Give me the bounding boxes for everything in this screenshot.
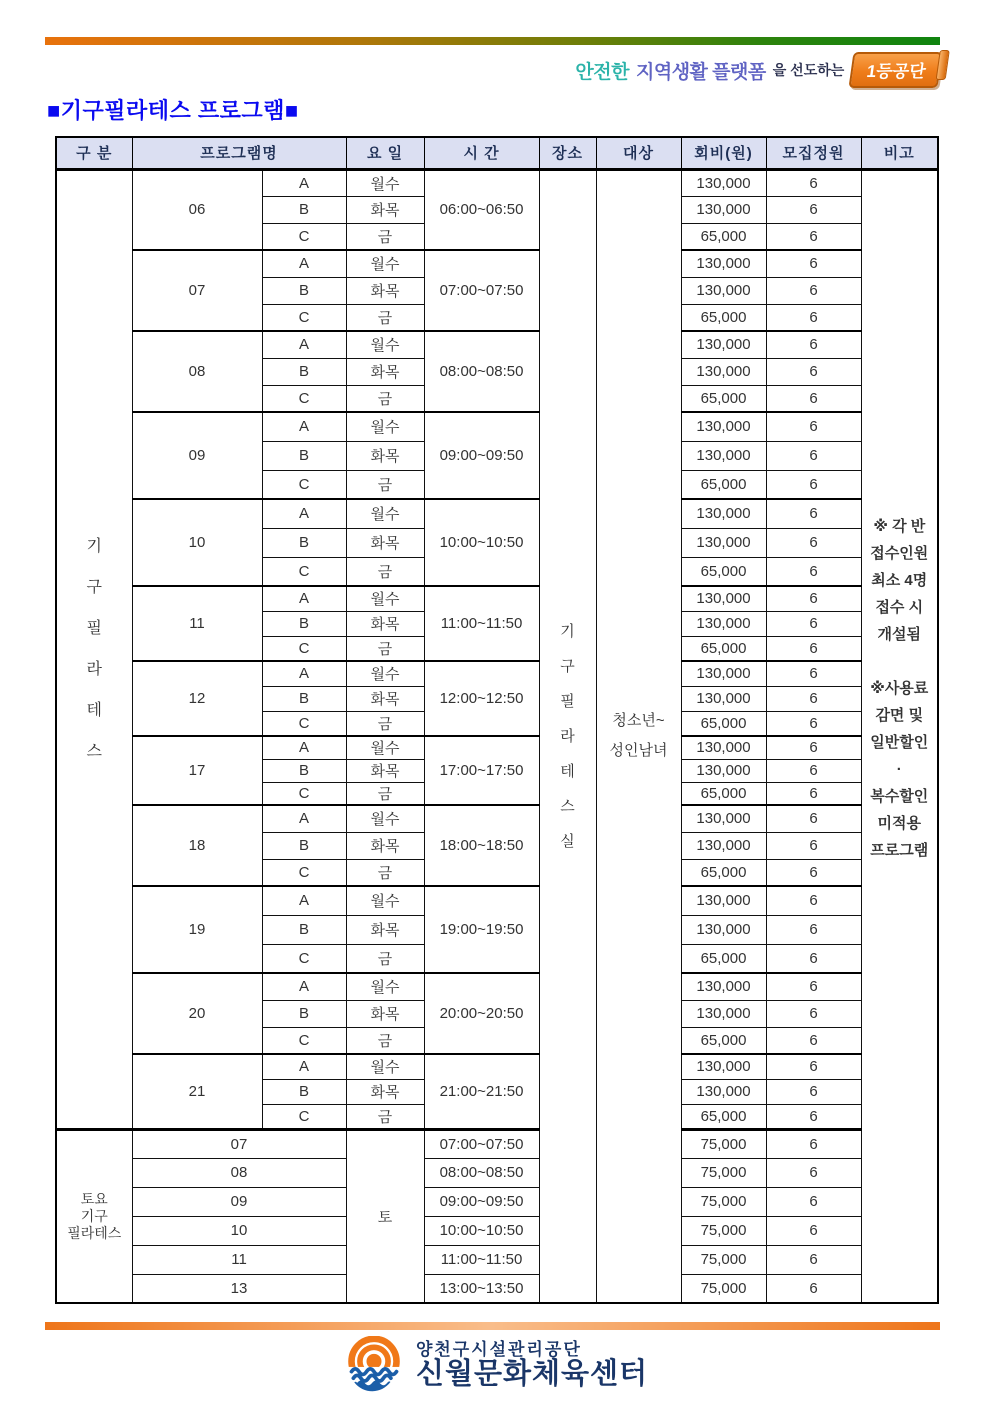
- table-row: [56, 331, 938, 358]
- time-cell: 19:00~19:50: [424, 886, 539, 973]
- table-row: [56, 250, 938, 277]
- program-name: 09: [132, 1187, 346, 1216]
- table-row: [56, 1158, 938, 1187]
- top-gradient-bar: [45, 37, 940, 45]
- class-days: 화목: [346, 1079, 424, 1104]
- program-name: 20: [132, 973, 262, 1054]
- time-cell: 11:00~11:50: [424, 586, 539, 661]
- class-days: 월수: [346, 661, 424, 686]
- capacity-cell: 6: [766, 1079, 861, 1104]
- table-row: [56, 1216, 938, 1245]
- slogan: [575, 54, 940, 86]
- program-name: 08: [132, 1158, 346, 1187]
- time-cell: 08:00~08:50: [424, 1158, 539, 1187]
- class-label: B: [262, 1079, 346, 1104]
- capacity-cell: 6: [766, 1158, 861, 1187]
- time-cell: 07:00~07:50: [424, 250, 539, 331]
- header-fee: 회비(원): [681, 137, 766, 169]
- fee-cell: 65,000: [681, 944, 766, 973]
- program-name: 18: [132, 805, 262, 886]
- program-name: 10: [132, 1216, 346, 1245]
- class-days: 화목: [346, 1000, 424, 1027]
- note-cell: [861, 169, 938, 1303]
- time-cell: 10:00~10:50: [424, 499, 539, 586]
- fee-cell: 130,000: [681, 832, 766, 859]
- category-weekday-lines: 기 구 필 라 테 스: [86, 538, 102, 760]
- fee-cell: 130,000: [681, 736, 766, 759]
- capacity-cell: 6: [766, 832, 861, 859]
- fee-cell: 130,000: [681, 805, 766, 832]
- target-cell: [596, 169, 681, 1303]
- header-program: 프로그램명: [132, 137, 346, 169]
- header-note: 비고: [861, 137, 938, 169]
- header-day: 요 일: [346, 137, 424, 169]
- table-row: [56, 169, 938, 196]
- class-label: C: [262, 470, 346, 499]
- fee-cell: 130,000: [681, 528, 766, 557]
- fee-cell: 130,000: [681, 1000, 766, 1027]
- fee-cell: 65,000: [681, 557, 766, 586]
- capacity-cell: 6: [766, 805, 861, 832]
- time-cell: 20:00~20:50: [424, 973, 539, 1054]
- time-cell: 12:00~12:50: [424, 661, 539, 736]
- class-label: B: [262, 759, 346, 782]
- time-cell: 13:00~13:50: [424, 1274, 539, 1303]
- program-name: 12: [132, 661, 262, 736]
- fee-cell: 130,000: [681, 661, 766, 686]
- class-days: 화목: [346, 528, 424, 557]
- fee-cell: 130,000: [681, 586, 766, 611]
- first-rank-badge: [849, 52, 943, 88]
- fee-cell: 65,000: [681, 636, 766, 661]
- class-days: 화목: [346, 915, 424, 944]
- sun-wave-logo-icon: [344, 1336, 404, 1396]
- target-cell-lines: 청소년~ 성인남녀: [609, 712, 668, 760]
- table-row: [56, 586, 938, 611]
- class-days: 화목: [346, 441, 424, 470]
- capacity-cell: 6: [766, 686, 861, 711]
- class-label: B: [262, 915, 346, 944]
- program-name: 11: [132, 1245, 346, 1274]
- class-label: C: [262, 944, 346, 973]
- capacity-cell: 6: [766, 412, 861, 441]
- class-days: 금: [346, 223, 424, 250]
- program-name: 07: [132, 1129, 346, 1158]
- class-label: C: [262, 304, 346, 331]
- capacity-cell: 6: [766, 1216, 861, 1245]
- class-label: A: [262, 499, 346, 528]
- schedule-table-body: [56, 169, 938, 1303]
- fee-cell: 130,000: [681, 441, 766, 470]
- capacity-cell: 6: [766, 1129, 861, 1158]
- capacity-cell: 6: [766, 1274, 861, 1303]
- class-days: 화목: [346, 611, 424, 636]
- class-days: 화목: [346, 196, 424, 223]
- time-cell: 06:00~06:50: [424, 169, 539, 250]
- program-name: 17: [132, 736, 262, 805]
- capacity-cell: 6: [766, 636, 861, 661]
- class-label: C: [262, 1104, 346, 1129]
- fee-cell: 130,000: [681, 412, 766, 441]
- schedule-table-wrap: [55, 136, 939, 1304]
- capacity-cell: 6: [766, 441, 861, 470]
- capacity-cell: 6: [766, 528, 861, 557]
- table-row: [56, 1129, 938, 1158]
- category-saturday: [56, 1129, 132, 1303]
- class-days: 금: [346, 859, 424, 886]
- fee-cell: 130,000: [681, 331, 766, 358]
- program-name: 10: [132, 499, 262, 586]
- class-days: 금: [346, 711, 424, 736]
- class-label: A: [262, 886, 346, 915]
- table-row: [56, 1274, 938, 1303]
- class-label: B: [262, 1000, 346, 1027]
- capacity-cell: 6: [766, 886, 861, 915]
- footer-center-name: 신월문화체육센터: [415, 1358, 649, 1391]
- program-name: 06: [132, 169, 262, 250]
- capacity-cell: 6: [766, 859, 861, 886]
- class-label: B: [262, 528, 346, 557]
- class-days: 월수: [346, 412, 424, 441]
- class-label: B: [262, 832, 346, 859]
- table-row: [56, 661, 938, 686]
- footer-gradient-bar: [45, 1322, 940, 1330]
- capacity-cell: 6: [766, 1054, 861, 1079]
- class-label: A: [262, 250, 346, 277]
- class-days: 월수: [346, 736, 424, 759]
- capacity-cell: 6: [766, 1187, 861, 1216]
- capacity-cell: 6: [766, 586, 861, 611]
- slogan-part-navy: 을 선도하는: [772, 62, 845, 78]
- class-days: 금: [346, 944, 424, 973]
- slogan-part-teal: 안전한: [575, 61, 629, 83]
- time-cell: 09:00~09:50: [424, 1187, 539, 1216]
- capacity-cell: 6: [766, 782, 861, 805]
- fee-cell: 130,000: [681, 1079, 766, 1104]
- place-cell-lines: 기 구 필 라 테 스 실: [560, 622, 575, 850]
- fee-cell: 65,000: [681, 782, 766, 805]
- class-days: 월수: [346, 169, 424, 196]
- capacity-cell: 6: [766, 661, 861, 686]
- capacity-cell: 6: [766, 499, 861, 528]
- class-label: C: [262, 636, 346, 661]
- time-cell: 11:00~11:50: [424, 1245, 539, 1274]
- class-days: 월수: [346, 586, 424, 611]
- table-row: [56, 886, 938, 915]
- time-cell: 07:00~07:50: [424, 1129, 539, 1158]
- class-days: 금: [346, 304, 424, 331]
- class-label: A: [262, 1054, 346, 1079]
- place-cell: [539, 169, 596, 1303]
- capacity-cell: 6: [766, 915, 861, 944]
- fee-cell: 130,000: [681, 686, 766, 711]
- fee-cell: 130,000: [681, 759, 766, 782]
- class-label: A: [262, 331, 346, 358]
- fee-cell: 130,000: [681, 277, 766, 304]
- fee-cell: 75,000: [681, 1158, 766, 1187]
- fee-cell: 130,000: [681, 886, 766, 915]
- capacity-cell: 6: [766, 1245, 861, 1274]
- capacity-cell: 6: [766, 304, 861, 331]
- fee-cell: 130,000: [681, 196, 766, 223]
- program-name: 21: [132, 1054, 262, 1129]
- schedule-table: [55, 136, 939, 1304]
- fee-cell: 65,000: [681, 859, 766, 886]
- header-target: 대상: [596, 137, 681, 169]
- fee-cell: 130,000: [681, 1054, 766, 1079]
- program-name: 09: [132, 412, 262, 499]
- header-row: [56, 137, 938, 169]
- capacity-cell: 6: [766, 385, 861, 412]
- class-days: 화목: [346, 832, 424, 859]
- table-row: [56, 805, 938, 832]
- class-days: 월수: [346, 1054, 424, 1079]
- fee-cell: 75,000: [681, 1245, 766, 1274]
- fee-cell: 130,000: [681, 499, 766, 528]
- footer-logo: [0, 1336, 992, 1396]
- class-days: 월수: [346, 886, 424, 915]
- fee-cell: 65,000: [681, 1027, 766, 1054]
- fee-cell: 65,000: [681, 385, 766, 412]
- class-label: B: [262, 196, 346, 223]
- class-days: 월수: [346, 250, 424, 277]
- day-saturday: 토: [346, 1129, 424, 1303]
- class-label: C: [262, 1027, 346, 1054]
- capacity-cell: 6: [766, 223, 861, 250]
- capacity-cell: 6: [766, 470, 861, 499]
- table-row: [56, 1187, 938, 1216]
- table-row: [56, 973, 938, 1000]
- table-row: [56, 1245, 938, 1274]
- class-days: 금: [346, 1027, 424, 1054]
- class-label: C: [262, 711, 346, 736]
- program-name: 19: [132, 886, 262, 973]
- class-days: 화목: [346, 759, 424, 782]
- program-name: 13: [132, 1274, 346, 1303]
- fee-cell: 130,000: [681, 358, 766, 385]
- time-cell: 09:00~09:50: [424, 412, 539, 499]
- capacity-cell: 6: [766, 711, 861, 736]
- time-cell: 08:00~08:50: [424, 331, 539, 412]
- class-days: 금: [346, 636, 424, 661]
- capacity-cell: 6: [766, 277, 861, 304]
- fee-cell: 75,000: [681, 1187, 766, 1216]
- class-label: A: [262, 412, 346, 441]
- time-cell: 21:00~21:50: [424, 1054, 539, 1129]
- badge-curl-icon: [936, 50, 950, 80]
- class-label: B: [262, 611, 346, 636]
- time-cell: 10:00~10:50: [424, 1216, 539, 1245]
- capacity-cell: 6: [766, 736, 861, 759]
- class-label: C: [262, 223, 346, 250]
- header-capacity: 모집정원: [766, 137, 861, 169]
- fee-cell: 130,000: [681, 169, 766, 196]
- capacity-cell: 6: [766, 196, 861, 223]
- table-header: [56, 137, 938, 169]
- fee-cell: 65,000: [681, 223, 766, 250]
- fee-cell: 65,000: [681, 711, 766, 736]
- fee-cell: 130,000: [681, 250, 766, 277]
- class-days: 금: [346, 557, 424, 586]
- footer-org-name: 양천구시설관리공단: [415, 1339, 582, 1359]
- fee-cell: 130,000: [681, 973, 766, 1000]
- class-label: C: [262, 385, 346, 412]
- class-label: A: [262, 661, 346, 686]
- fee-cell: 65,000: [681, 1104, 766, 1129]
- class-label: B: [262, 441, 346, 470]
- class-days: 월수: [346, 331, 424, 358]
- capacity-cell: 6: [766, 169, 861, 196]
- capacity-cell: 6: [766, 1027, 861, 1054]
- capacity-cell: 6: [766, 973, 861, 1000]
- class-days: 화목: [346, 686, 424, 711]
- table-row: [56, 1054, 938, 1079]
- fee-cell: 65,000: [681, 470, 766, 499]
- class-days: 금: [346, 1104, 424, 1129]
- class-label: A: [262, 169, 346, 196]
- capacity-cell: 6: [766, 358, 861, 385]
- class-label: A: [262, 805, 346, 832]
- capacity-cell: 6: [766, 1000, 861, 1027]
- time-cell: 18:00~18:50: [424, 805, 539, 886]
- capacity-cell: 6: [766, 944, 861, 973]
- time-cell: 17:00~17:50: [424, 736, 539, 805]
- table-row: [56, 412, 938, 441]
- class-days: 금: [346, 782, 424, 805]
- capacity-cell: 6: [766, 557, 861, 586]
- program-name: 07: [132, 250, 262, 331]
- class-label: C: [262, 782, 346, 805]
- capacity-cell: 6: [766, 1104, 861, 1129]
- class-label: C: [262, 557, 346, 586]
- class-label: A: [262, 973, 346, 1000]
- class-days: 금: [346, 470, 424, 499]
- category-saturday-lines: 토요 기구 필라테스: [67, 1190, 122, 1241]
- class-days: 화목: [346, 358, 424, 385]
- table-row: [56, 499, 938, 528]
- class-label: B: [262, 358, 346, 385]
- note-cell-lines: ※ 각 반 접수인원 최소 4명 접수 시 개설됨 ※사용료 감면 및 일반할인 · 복수할인 미적용 프로그램: [870, 517, 929, 859]
- class-label: A: [262, 586, 346, 611]
- program-name: 11: [132, 586, 262, 661]
- fee-cell: 75,000: [681, 1129, 766, 1158]
- fee-cell: 75,000: [681, 1216, 766, 1245]
- slogan-part-purple: 지역생활 플랫폼: [635, 61, 766, 83]
- badge-label: 1등공단: [865, 62, 928, 81]
- fee-cell: 130,000: [681, 915, 766, 944]
- class-days: 금: [346, 385, 424, 412]
- capacity-cell: 6: [766, 250, 861, 277]
- capacity-cell: 6: [766, 331, 861, 358]
- category-weekday: [56, 169, 132, 1129]
- table-row: [56, 736, 938, 759]
- header-place: 장소: [539, 137, 596, 169]
- class-days: 화목: [346, 277, 424, 304]
- footer-logo-text: [416, 1341, 648, 1392]
- fee-cell: 130,000: [681, 611, 766, 636]
- fee-cell: 65,000: [681, 304, 766, 331]
- header-time: 시 간: [424, 137, 539, 169]
- program-name: 08: [132, 331, 262, 412]
- class-label: A: [262, 736, 346, 759]
- page-title: ■기구필라테스 프로그램■: [47, 98, 299, 123]
- class-label: C: [262, 859, 346, 886]
- header-category: 구 분: [56, 137, 132, 169]
- class-days: 월수: [346, 805, 424, 832]
- class-label: B: [262, 277, 346, 304]
- class-days: 월수: [346, 973, 424, 1000]
- capacity-cell: 6: [766, 759, 861, 782]
- class-label: B: [262, 686, 346, 711]
- capacity-cell: 6: [766, 611, 861, 636]
- fee-cell: 75,000: [681, 1274, 766, 1303]
- class-days: 월수: [346, 499, 424, 528]
